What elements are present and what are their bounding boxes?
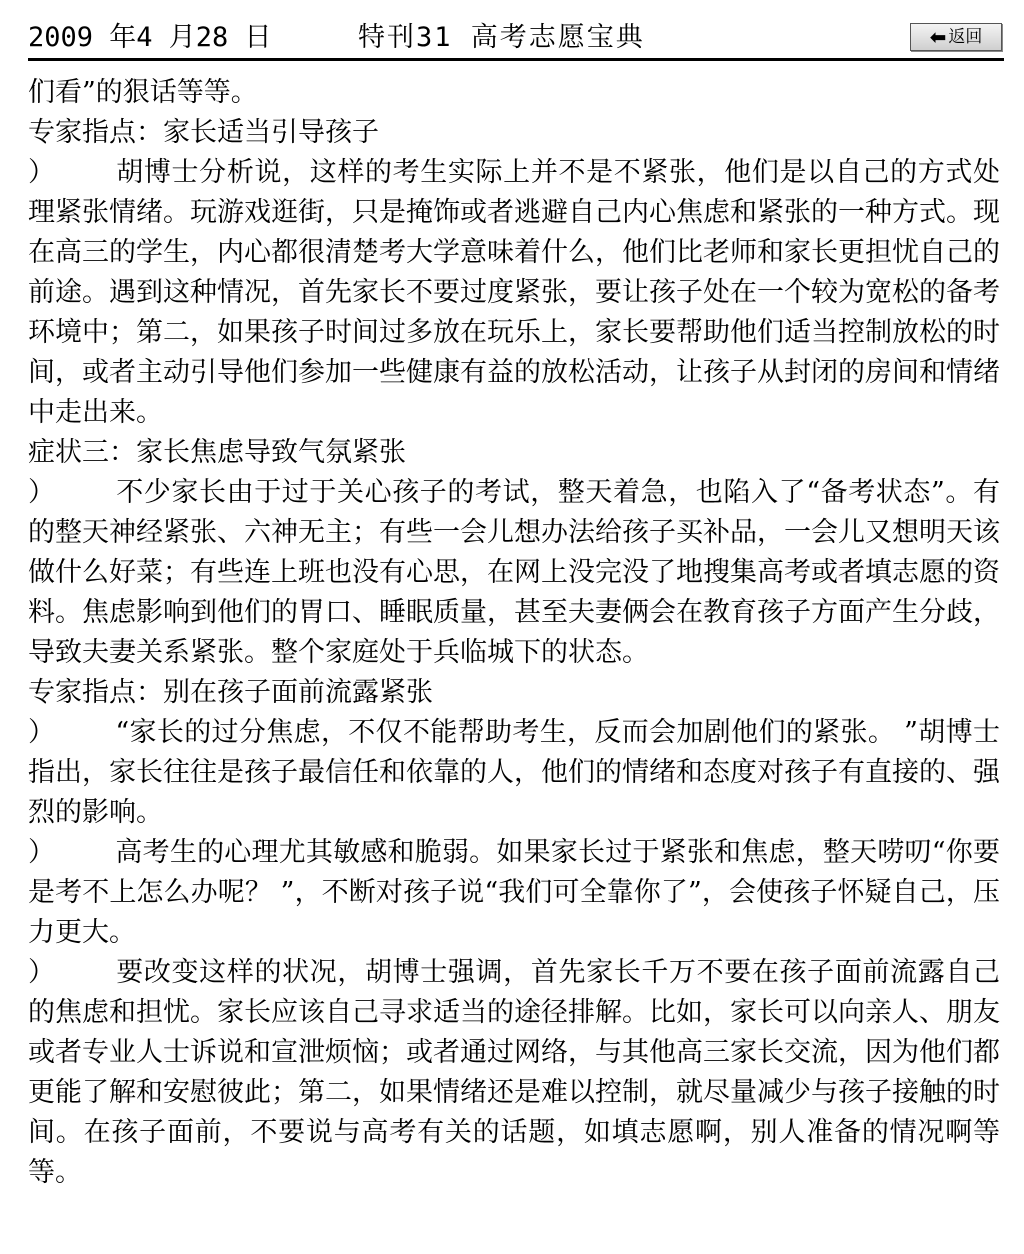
paragraph-bullet: ） (28, 477, 56, 508)
paragraph-bullet: ） (28, 157, 56, 188)
paragraph-text: 专家指点：别在孩子面前流露紧张 (28, 677, 433, 708)
page-header (28, 18, 1004, 61)
paragraph-text: 们看”的狠话等等。 (28, 77, 258, 108)
paragraph-text: 症状三：家长焦虑导致气氛紧张 (28, 437, 406, 468)
paragraph (28, 833, 1000, 953)
paragraph (28, 713, 1000, 833)
paragraph-text: 专家指点：家长适当引导孩子 (28, 117, 379, 148)
paragraph-text: 高考生的心理尤其敏感和脆弱。如果家长过于紧张和焦虑，整天唠叨“你要是考不上怎么办呢？ ”，不断对孩子说“我们可全靠你了”，会使孩子怀疑自己，压力更大。 (28, 837, 1000, 948)
issue-title: 特刊31 高考志愿宝典 (358, 22, 645, 53)
paragraph-text: 胡博士分析说，这样的考生实际上并不是不紧张，他们是以自己的方式处理紧张情绪。玩游戏逛街，只是掩饰或者逃避自己内心焦虑和紧张的一种方式。现在高三的学生，内心都很清楚考大学意味着什么，他们比老师和家长更担忧自己的前途。遇到这种情况，首先家长不要过度紧张，要让孩子处在一个较为宽松的备考环境中；第二，如果孩子时间过多放在玩乐上，家长要帮助他们适当控制放松的时间，或者主动引导他们参加一些健康有益的放松活动，让孩子从封闭的房间和情绪中走出来。 (28, 157, 1001, 428)
section-heading (28, 113, 1000, 153)
paragraph-bullet: ） (28, 717, 56, 748)
paragraph (28, 473, 1000, 673)
section-heading (28, 673, 1000, 713)
paragraph-text: 要改变这样的状况，胡博士强调，首先家长千万不要在孩子面前流露自己的焦虑和担忧。家长应该自己寻求适当的途径排解。比如，家长可以向亲人、朋友或者专业人士诉说和宣泄烦恼；或者通过网络，与其他高三家长交流，因为他们都更能了解和安慰彼此；第二，如果情绪还是难以控制，就尽量减少与孩子接触的时间。在孩子面前，不要说与高考有关的话题，如填志愿啊，别人准备的情况啊等等。 (28, 957, 1001, 1188)
paragraph (28, 153, 1000, 433)
paragraph-bullet: ） (28, 837, 56, 868)
back-arrow-icon: ⬅ (929, 25, 947, 49)
article-body (28, 73, 1000, 1193)
paragraph (28, 73, 1000, 113)
paragraph-bullet: ） (28, 957, 56, 988)
paragraph-text: “家长的过分焦虑，不仅不能帮助考生，反而会加剧他们的紧张。 ”胡博士指出，家长往往是孩子最信任和依靠的人，他们的情绪和态度对孩子有直接的、强烈的影响。 (28, 717, 1000, 828)
back-label: 返回 (948, 27, 983, 47)
back-button[interactable] (910, 23, 1002, 51)
issue-date: 2009 年4 月28 日 (28, 22, 272, 53)
section-heading (28, 433, 1000, 473)
paragraph-text: 不少家长由于过于关心孩子的考试，整天着急，也陷入了“备考状态”。有的整天神经紧张、六神无主；有些一会儿想办法给孩子买补品，一会儿又想明天该做什么好菜；有些连上班也没有心思，在网上没完没了地搜集高考或者填志愿的资料。焦虑影响到他们的胃口、睡眠质量，甚至夫妻俩会在教育孩子方面产生分歧，导致夫妻关系紧张。整个家庭处于兵临城下的状态。 (28, 477, 1001, 668)
paragraph (28, 953, 1000, 1193)
